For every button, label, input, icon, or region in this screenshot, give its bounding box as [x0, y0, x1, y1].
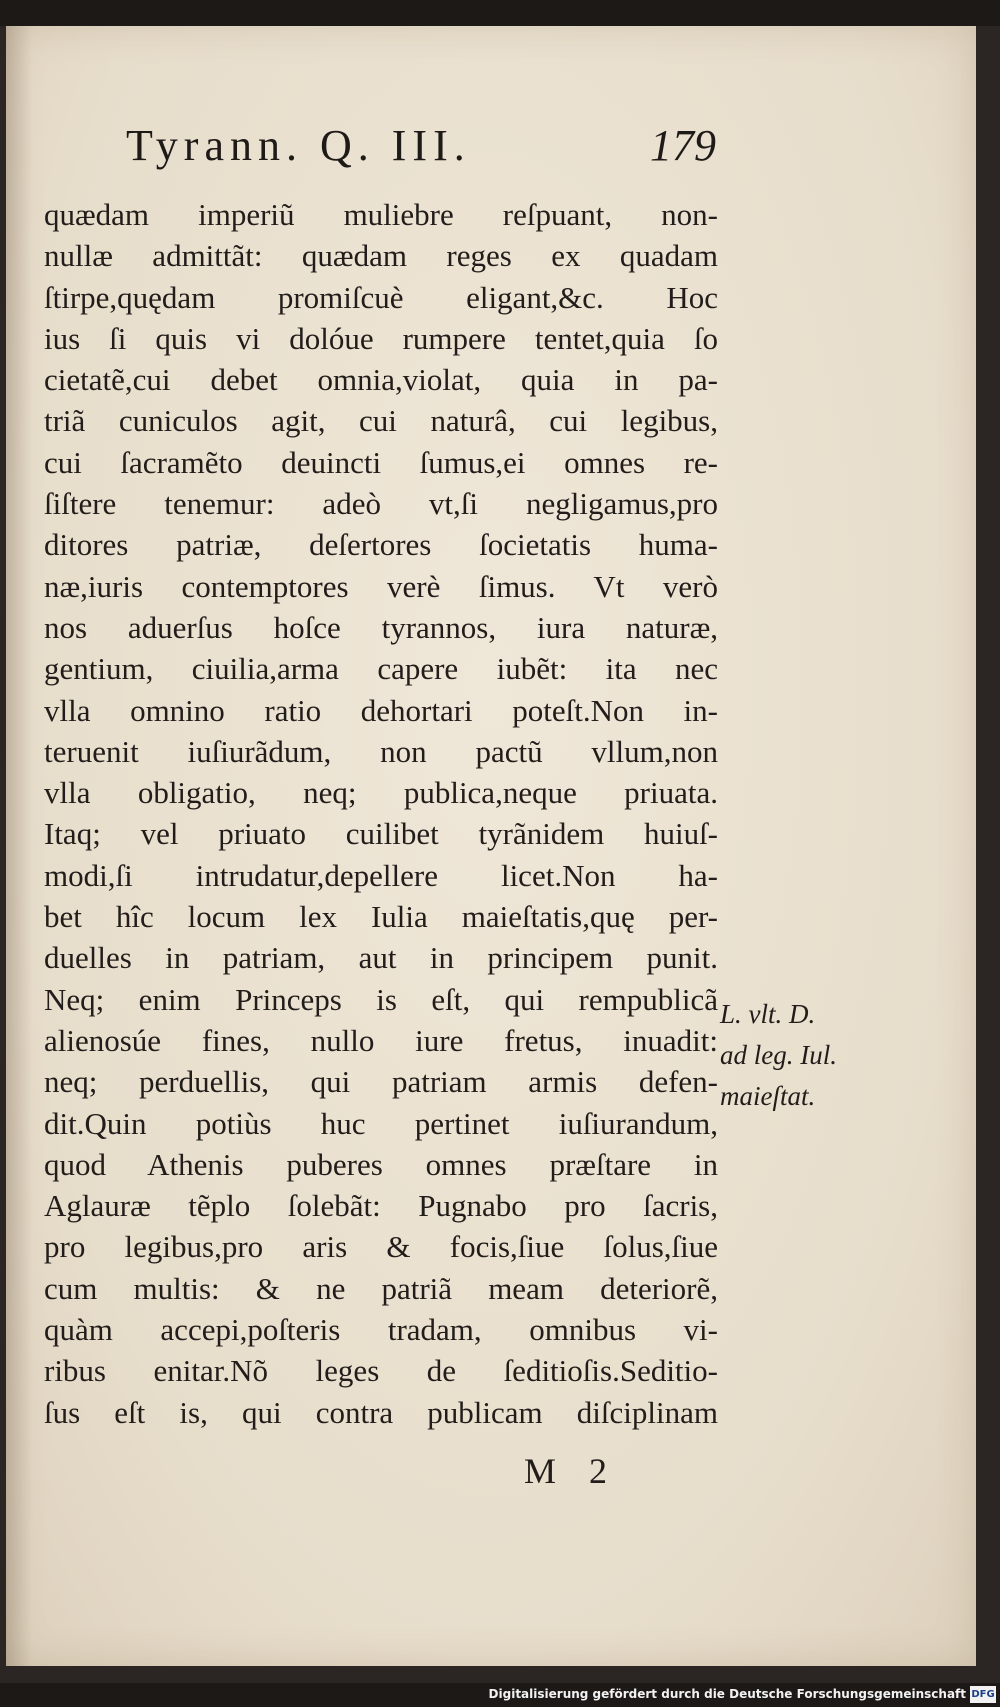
text-line: cui ſacramẽto deuincti ſumus,ei omnes re- — [44, 444, 718, 480]
footer-bar — [0, 1683, 1000, 1707]
text-line: ius ſi quis vi dolóue rumpere tentet,quia ſo — [44, 320, 718, 356]
marginal-note — [720, 994, 880, 1117]
text-line: nullæ admittãt: quædam reges ex quadam — [44, 238, 718, 274]
page-number: 179 — [650, 121, 716, 170]
text-line: Itaq; vel priuato cuilibet tyrãnidem huiuſ- — [44, 816, 718, 852]
text-line: næ,iuris contemptores verè ſimus. Vt verò — [44, 568, 718, 604]
text-line: ſtirpe,quędam promiſcuè eligant,&c. Hoc — [44, 279, 718, 315]
text-line: cietatẽ,cui debet omnia,violat, quia in pa- — [44, 362, 718, 398]
text-line: duelles in patriam, aut in principem punit. — [44, 940, 718, 976]
text-line: vlla obligatio, neq; publica,neque priuata. — [44, 775, 718, 811]
signature-mark: M 2 — [524, 1451, 620, 1491]
text-line: teruenit iuſiurãdum, non pactũ vllum,non — [44, 733, 718, 769]
running-title: Tyrann. Q. III. — [126, 121, 471, 170]
text-line: nos aduerſus hoſce tyrannos, iura naturæ, — [44, 609, 718, 645]
book-page — [6, 26, 976, 1666]
text-line: ditores patriæ, deſertores ſocietatis huma- — [44, 527, 718, 563]
text-line: pro legibus,pro aris & focis,ſiue ſolus,ſiue — [44, 1229, 718, 1265]
marginal-note-line: L. vlt. D. — [720, 999, 816, 1029]
dfg-logo-icon: DFG — [970, 1686, 996, 1703]
gutter-shadow — [6, 26, 32, 1666]
text-line: quod Athenis puberes omnes præſtare in — [44, 1146, 718, 1182]
text-line: vlla omnino ratio dehortari poteſt.Non in- — [44, 692, 718, 728]
text-line: dit.Quin potiùs huc pertinet iuſiurandum, — [44, 1105, 718, 1141]
marginal-note-line: ad leg. Iul. — [720, 1040, 837, 1070]
text-line: cum multis: & ne patriã meam deteriorẽ, — [44, 1270, 718, 1306]
text-line: triã cuniculos agit, cui naturâ, cui legibus, — [44, 403, 718, 439]
text-line: bet hîc locum lex Iulia maieſtatis,quę per- — [44, 899, 718, 935]
text-line: ſus eſt is, qui contra publicam diſciplinam — [44, 1394, 718, 1430]
text-line: ſiſtere tenemur: adeò vt,ſi negligamus,pro — [44, 486, 718, 522]
scan-top-edge — [0, 0, 1000, 26]
text-line: Neq; enim Princeps is eſt, qui rempublicã — [44, 981, 718, 1017]
page-header — [126, 120, 716, 190]
text-line: quædam imperiũ muliebre reſpuant, non- — [44, 197, 718, 232]
main-text-block — [44, 194, 718, 1433]
text-line: ribus enitar.Nõ leges de ſeditioſis.Seditio- — [44, 1353, 718, 1389]
text-line: quàm accepi,poſteris tradam, omnibus vi- — [44, 1312, 718, 1348]
text-line: alienosúe fines, nullo iure fretus, inuadit: — [44, 1022, 718, 1058]
text-line: modi,ſi intrudatur,depellere licet.Non ha- — [44, 857, 718, 893]
text-line: neq; perduellis, qui patriam armis defen- — [44, 1064, 718, 1100]
marginal-note-line: maieſtat. — [720, 1081, 816, 1111]
funding-credit: Digitalisierung gefördert durch die Deutsche Forschungsgemeinschaft — [488, 1687, 966, 1701]
text-line: gentium, ciuilia,arma capere iubẽt: ita nec — [44, 651, 718, 687]
text-line: Aglauræ tẽplo ſolebãt: Pugnabo pro ſacris, — [44, 1188, 718, 1224]
